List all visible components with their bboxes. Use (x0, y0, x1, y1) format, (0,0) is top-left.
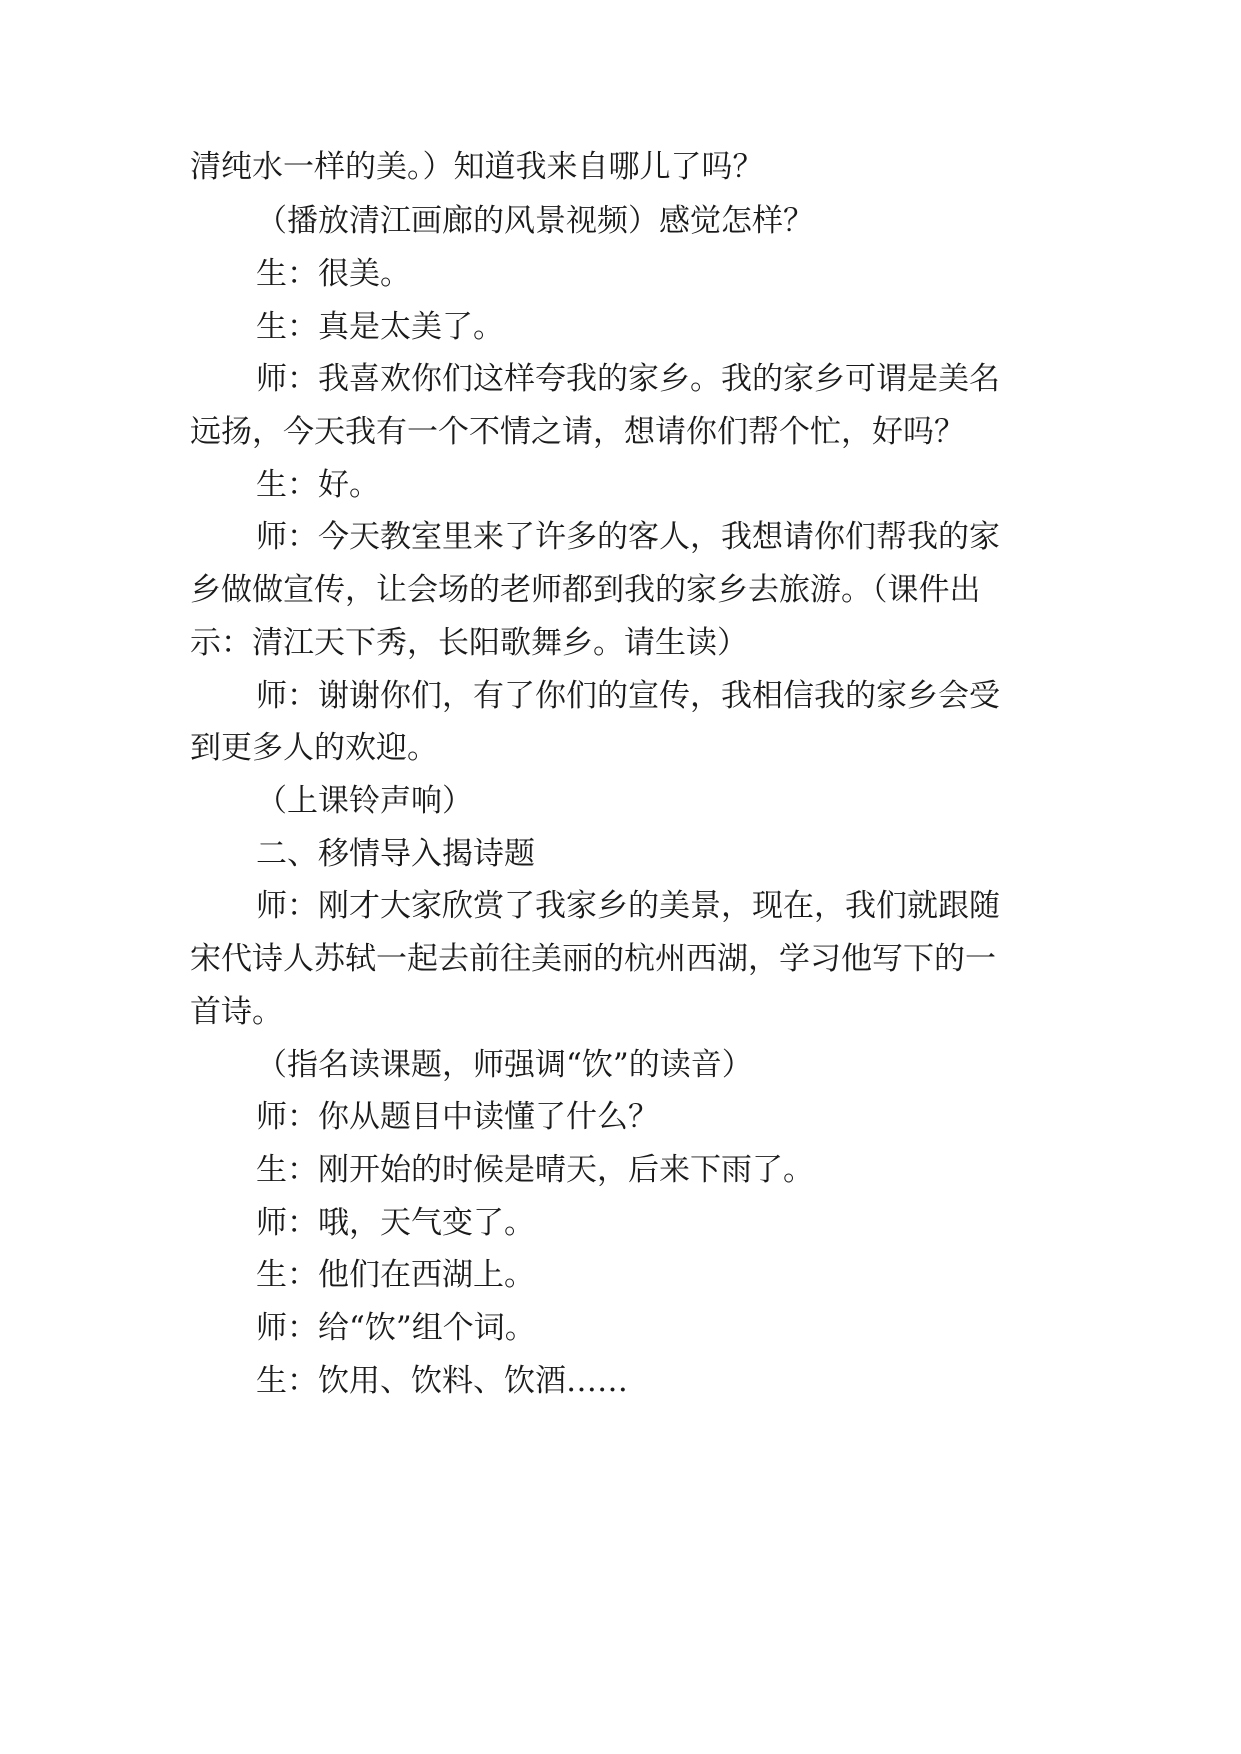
text-line: 远扬，今天我有一个不情之请，想请你们帮个忙，好吗？ (190, 414, 965, 450)
text-line: （播放清江画廊的风景视频）感觉怎样？ (256, 203, 814, 239)
text-line: 师：刚才大家欣赏了我家乡的美景，现在，我们就跟随 (256, 888, 1000, 924)
text-line: 生：他们在西湖上。 (256, 1257, 535, 1293)
text-line: 示：清江天下秀，长阳歌舞乡。请生读） (190, 625, 748, 661)
text-line: 生：真是太美了。 (256, 309, 504, 345)
text-line: 师：我喜欢你们这样夸我的家乡。我的家乡可谓是美名 (256, 361, 1000, 397)
text-line: 师：今天教室里来了许多的客人，我想请你们帮我的家 (256, 519, 1000, 555)
text-line: 生：很美。 (256, 256, 411, 292)
text-line: 生：饮用、饮料、饮酒…… (256, 1363, 628, 1399)
text-line: 师：给“饮”组个词。 (256, 1310, 536, 1346)
text-line: 乡做做宣传，让会场的老师都到我的家乡去旅游。（课件出 (190, 572, 981, 608)
text-line: 到更多人的欢迎。 (190, 730, 438, 766)
text-line: 师：你从题目中读懂了什么？ (256, 1099, 659, 1135)
text-line: 师：哦，天气变了。 (256, 1205, 535, 1241)
text-line: 首诗。 (190, 994, 283, 1030)
text-line: （指名读课题，师强调“饮”的读音） (256, 1047, 753, 1083)
text-line: 宋代诗人苏轼一起去前往美丽的杭州西湖，学习他写下的一 (190, 941, 996, 977)
text-line: 生：刚开始的时候是晴天，后来下雨了。 (256, 1152, 814, 1188)
text-line: （上课铃声响） (256, 783, 473, 819)
section-heading: 二、移情导入揭诗题 (256, 836, 535, 872)
text-line: 清纯水一样的美。）知道我来自哪儿了吗？ (190, 149, 764, 185)
text-line: 生：好。 (256, 467, 380, 503)
text-line: 师：谢谢你们，有了你们的宣传，我相信我的家乡会受 (256, 678, 1000, 714)
